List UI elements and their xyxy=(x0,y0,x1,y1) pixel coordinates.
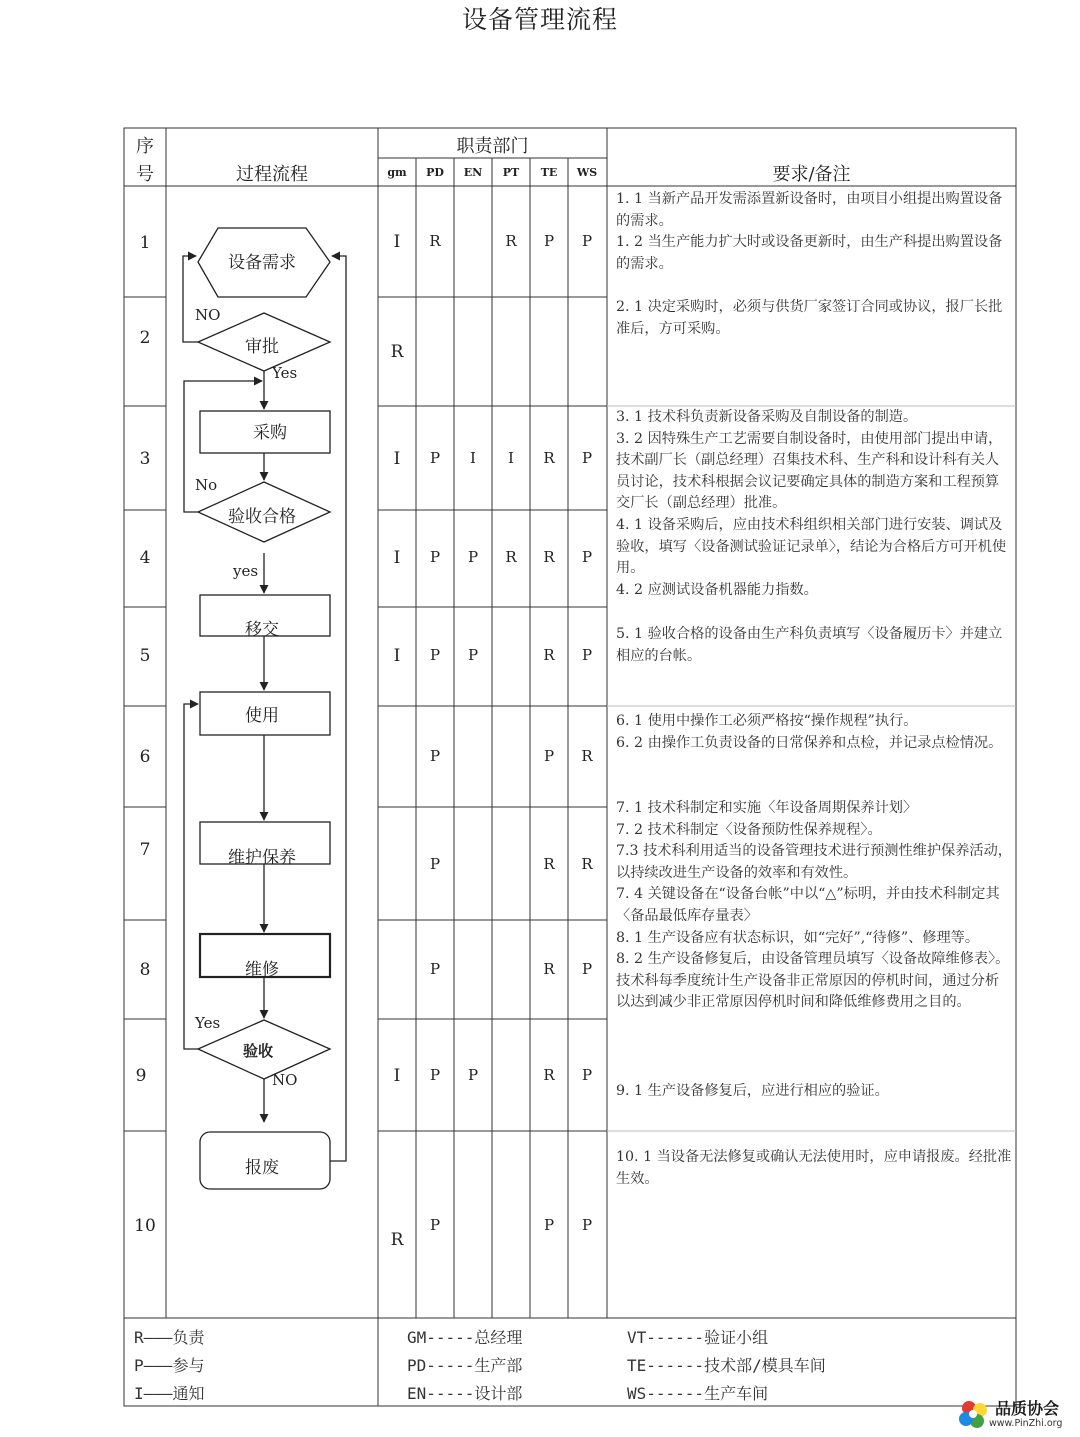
resp-cell: R xyxy=(581,855,593,873)
resp-cell: R xyxy=(429,232,441,250)
flow-accept-ok: 验收合格 xyxy=(228,507,296,527)
resp-cell: P xyxy=(581,1216,593,1234)
resp-cell: P xyxy=(429,855,441,873)
resp-cell: I xyxy=(393,449,401,469)
dept-header-ws: WS xyxy=(576,166,598,179)
resp-cell: P xyxy=(543,747,555,765)
resp-cell: P xyxy=(581,646,593,664)
note-block: 3. 1 技术科负责新设备采购及自制设备的制造。 3. 2 因特殊生产工艺需要自制设备时，由使用部门提出申请，技术副厂长（副总经理）召集技术科、生产科和设计科有关人员讨论，技术科根据会议记要确定具体的制造方案和工程预算交厂长（副总经理）批准。 4. 1 设备采购后，应由技术科组织相关部门进行安装、调试及验收，填写〈设备测试验证记录单〉，结论为合格后方可开机使用。 4. 2 应测试设备机器能力指数。 xyxy=(616,409,1007,598)
row-no: 4 xyxy=(139,548,151,568)
flow-handover: 移交 xyxy=(245,620,279,640)
row-no: 5 xyxy=(139,646,151,666)
header-seq-line2: 号 xyxy=(136,164,154,185)
resp-cell: P xyxy=(429,548,441,566)
header-dept-group: 职责部门 xyxy=(456,136,529,157)
legend-ws: WS------生产车间 xyxy=(627,1384,769,1403)
resp-cell: P xyxy=(467,1066,479,1084)
resp-cell: P xyxy=(429,449,441,467)
resp-cell: P xyxy=(581,960,593,978)
resp-cell: I xyxy=(393,1066,401,1086)
header-requirements: 要求/备注 xyxy=(772,164,851,185)
note-block: 6. 1 使用中操作工必须严格按“操作规程”执行。 6. 2 由操作工负责设备的日常保养和点检，并记录点检情况。 xyxy=(616,713,1003,751)
legend-pd: PD-----生产部 xyxy=(407,1356,523,1375)
resp-cell: P xyxy=(581,1066,593,1084)
row-no: 1 xyxy=(139,233,151,253)
site-logo[interactable] xyxy=(955,1394,1080,1437)
row-no: 8 xyxy=(139,960,151,980)
resp-cell: P xyxy=(429,646,441,664)
flow-no-approve-label: NO xyxy=(195,306,221,324)
dept-header-en: EN xyxy=(463,166,483,179)
resp-cell: I xyxy=(393,232,401,252)
row-no: 10 xyxy=(134,1216,156,1236)
flow-no-verify-label: NO xyxy=(272,1071,298,1089)
resp-cell: R xyxy=(543,646,555,664)
legend-r: R———负责 xyxy=(134,1328,205,1347)
resp-cell: R xyxy=(543,548,555,566)
resp-cell: P xyxy=(429,1066,441,1084)
resp-cell: R xyxy=(390,342,404,362)
row-no: 7 xyxy=(139,840,151,860)
resp-cell: P xyxy=(543,1216,555,1234)
dept-header-gm: gm xyxy=(387,166,407,179)
note-block: 5. 1 验收合格的设备由生产科负责填写〈设备履历卡〉并建立相应的台帐。 xyxy=(616,626,1003,664)
flow-purchase: 采购 xyxy=(253,423,287,443)
legend-vt: VT------验证小组 xyxy=(627,1328,769,1347)
flow-maintain: 维护保养 xyxy=(228,848,296,868)
flow-no-accept-label: No xyxy=(195,476,218,494)
row-no: 3 xyxy=(139,449,151,469)
resp-cell: R xyxy=(543,855,555,873)
flower-logo-icon xyxy=(957,1398,991,1432)
resp-cell: P xyxy=(467,548,479,566)
header-process: 过程流程 xyxy=(236,164,308,185)
legend-gm: GM-----总经理 xyxy=(407,1328,523,1347)
flow-repair: 维修 xyxy=(245,960,279,980)
row-no: 6 xyxy=(139,747,151,767)
resp-cell: R xyxy=(505,232,517,250)
note-block: 1. 1 当新产品开发需添置新设备时，由项目小组提出购置设备的需求。 1. 2 当生产能力扩大时或设备更新时，由生产科提出购置设备的需求。 xyxy=(616,191,1003,272)
resp-cell: R xyxy=(543,960,555,978)
header-seq-line1: 序 xyxy=(136,136,154,157)
legend-te: TE------技术部/模具车间 xyxy=(627,1356,826,1375)
flow-yes-verify-label: Yes xyxy=(195,1014,221,1032)
resp-cell: I xyxy=(393,548,401,568)
legend-i: I———通知 xyxy=(134,1384,205,1403)
resp-cell: I xyxy=(470,449,476,467)
resp-cell: R xyxy=(505,548,517,566)
resp-cell: P xyxy=(467,646,479,664)
resp-cell: P xyxy=(429,960,441,978)
resp-cell: P xyxy=(543,232,555,250)
resp-cell: P xyxy=(429,1216,441,1234)
resp-cell: I xyxy=(393,646,401,666)
flow-scrap: 报废 xyxy=(245,1158,279,1178)
resp-cell: R xyxy=(543,449,555,467)
row-no: 9 xyxy=(135,1066,147,1086)
resp-cell: P xyxy=(581,232,593,250)
note-block: 9. 1 生产设备修复后，应进行相应的验证。 xyxy=(616,1083,889,1099)
page-title: 设备管理流程 xyxy=(461,5,618,34)
dept-header-pd: PD xyxy=(426,166,444,179)
flow-need: 设备需求 xyxy=(228,253,296,273)
resp-cell: R xyxy=(390,1230,404,1250)
flow-yes-accept-label: yes xyxy=(233,562,259,580)
dept-header-pt: PT xyxy=(502,166,520,179)
flow-verify: 验收 xyxy=(242,1042,273,1060)
resp-cell: R xyxy=(581,747,593,765)
resp-cell: P xyxy=(581,449,593,467)
legend-en: EN-----设计部 xyxy=(407,1384,523,1403)
note-block: 7. 1 技术科制定和实施〈年设备周期保养计划〉 7. 2 技术科制定〈设备预防性保养规程〉。 7.3 技术科利用适当的设备管理技术进行预测性维护保养活动，以持续改进生产设备的效率和有效性。 7. 4 关键设备在“设备台帐”中以“△”标明，并由技术科制定其〈备品最低库存量表〉 8. 1 生产设备应有状态标识，如“完好”,“待修”、修理等。 8. 2 生产设备修复后，由设备管理员填写〈设备故障维修表〉。技术科每季度统计生产设备非正常原因的停机时间，通过分析以达到减少非正常原因停机时间和降低维修费用之目的。 xyxy=(616,800,1012,1011)
dept-header-te: TE xyxy=(540,166,558,179)
flow-use: 使用 xyxy=(245,706,279,726)
note-block: 2. 1 决定采购时，必须与供货厂家签订合同或协议，报厂长批准后，方可采购。 xyxy=(616,299,1003,337)
flow-approve: 审批 xyxy=(245,337,279,357)
resp-cell: R xyxy=(543,1066,555,1084)
flow-yes-approve-label: Yes xyxy=(272,364,298,382)
row-no: 2 xyxy=(139,328,151,348)
legend-p: P———参与 xyxy=(134,1356,205,1375)
note-block: 10. 1 当设备无法修复或确认无法使用时，应申请报废。经批准生效。 xyxy=(616,1149,1012,1187)
logo-url: www.PinZhi.org xyxy=(989,1418,1063,1429)
resp-cell: I xyxy=(508,449,514,467)
logo-title: 品质协会 xyxy=(995,1399,1060,1418)
resp-cell: P xyxy=(429,747,441,765)
resp-cell: P xyxy=(581,548,593,566)
